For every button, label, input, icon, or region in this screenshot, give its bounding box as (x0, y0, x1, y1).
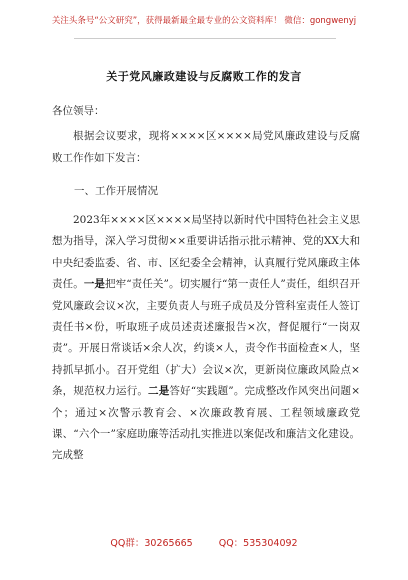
body-paragraph (52, 210, 360, 467)
section-heading: 一、工作开展情况 (74, 185, 158, 197)
salutation: 各位领导： (52, 105, 105, 117)
body-text-3: 答好“实践题”。完成整改作风突出问题×个；通过×次警示教育会、×次廉政教育展、工程领域廉政党课、“六个一”家庭助廉等活动扎实推进以案促改和廉洁文化建设。完成整 (52, 385, 360, 462)
emphasis-first: 一是 (83, 278, 106, 291)
footer-qq-group: QQ群：30265665 (110, 538, 193, 549)
header-banner: 关注头条号“公文研究”，获得最新最全最专业的公文资料库！ 微信：gongwenyj (51, 16, 357, 26)
header-divider (74, 38, 336, 39)
footer-qq: QQ：535304092 (218, 538, 298, 549)
body-text-2: 把牢“责任关”。切实履行“第一责任人”责任，组织召开党风廉政会议×次，主要负责人与班子成员及分管科室责任人签订责任书×份，听取班子成员述责述廉报告×次，督促履行“一岗双责”。开展日常谈话×余人次，约谈×人，责令作书面检查×人，坚持抓早抓小。召开党组（扩大）会议×次，更新岗位廉政风险点×条，规范权力运行。 (52, 278, 360, 398)
intro-paragraph: 根据会议要求，现将××××区××××局党风廉政建设与反腐败工作作如下发言： (52, 130, 360, 164)
emphasis-second: 二是 (148, 385, 170, 398)
body-text-1: 2023年××××区××××局坚持以新时代中国特色社会主义思想为指导，深入学习贯彻××重要讲话指示批示精神、党的XX大和中央纪委监委、省、市、区纪委全会精神，认真履行党风廉政主体责任。 (52, 214, 360, 291)
document-title: 关于党风廉政建设与反腐败工作的发言 (106, 70, 302, 83)
footer-contact (0, 535, 408, 549)
